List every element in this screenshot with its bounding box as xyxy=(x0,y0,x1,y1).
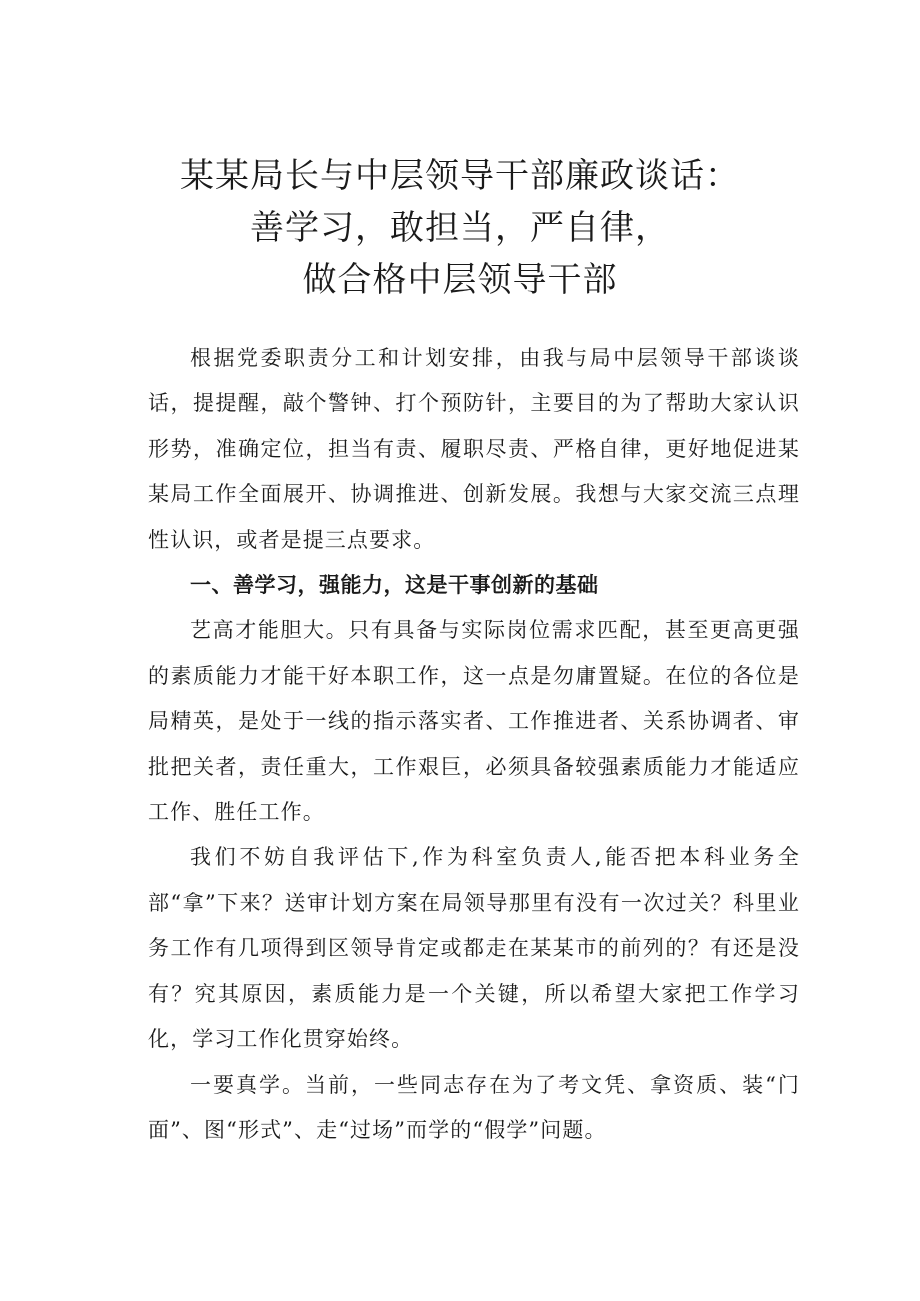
section-heading-1: 一、善学习，强能力，这是干事创新的基础 xyxy=(190,573,599,598)
title-line-3: 做合格中层领导干部 xyxy=(302,260,618,300)
document-body xyxy=(148,336,800,1153)
title-line-2: 善学习，敢担当，严自律， xyxy=(250,208,670,248)
document-title xyxy=(0,150,920,306)
paragraph-self-assessment: 我们不妨自我评估下,作为科室负责人,能否把本科业务全部“拿”下来？送审计划方案在局领导那里有没有一次过关？科里业务工作有几项得到区领导肯定或都走在某某市的前列的？有还是没有？究其原因，素质能力是一个关键，所以希望大家把工作学习化，学习工作化贯穿始终。 xyxy=(148,845,800,1052)
title-line-1: 某某局长与中层领导干部廉政谈话： xyxy=(180,156,740,196)
paragraph-intro: 根据党委职责分工和计划安排，由我与局中层领导干部谈谈话，提提醒，敲个警钟、打个预防针，主要目的为了帮助大家认识形势，准确定位，担当有责、履职尽责、严格自律，更好地促进某某局工作全面展开、协调推进、创新发展。我想与大家交流三点理性认识，或者是提三点要求。 xyxy=(148,346,800,552)
paragraph-true-study: 一要真学。当前，一些同志存在为了考文凭、拿资质、装“门面”、图“形式”、走“过场”而学的“假学”问题。 xyxy=(148,1072,800,1142)
paragraph-skill: 艺高才能胆大。只有具备与实际岗位需求匹配，甚至更高更强的素质能力才能干好本职工作，这一点是勿庸置疑。在位的各位是局精英，是处于一线的指示落实者、工作推进者、关系协调者、审批把关者，责任重大，工作艰巨，必须具备较强素质能力才能适应工作、胜任工作。 xyxy=(148,618,800,825)
